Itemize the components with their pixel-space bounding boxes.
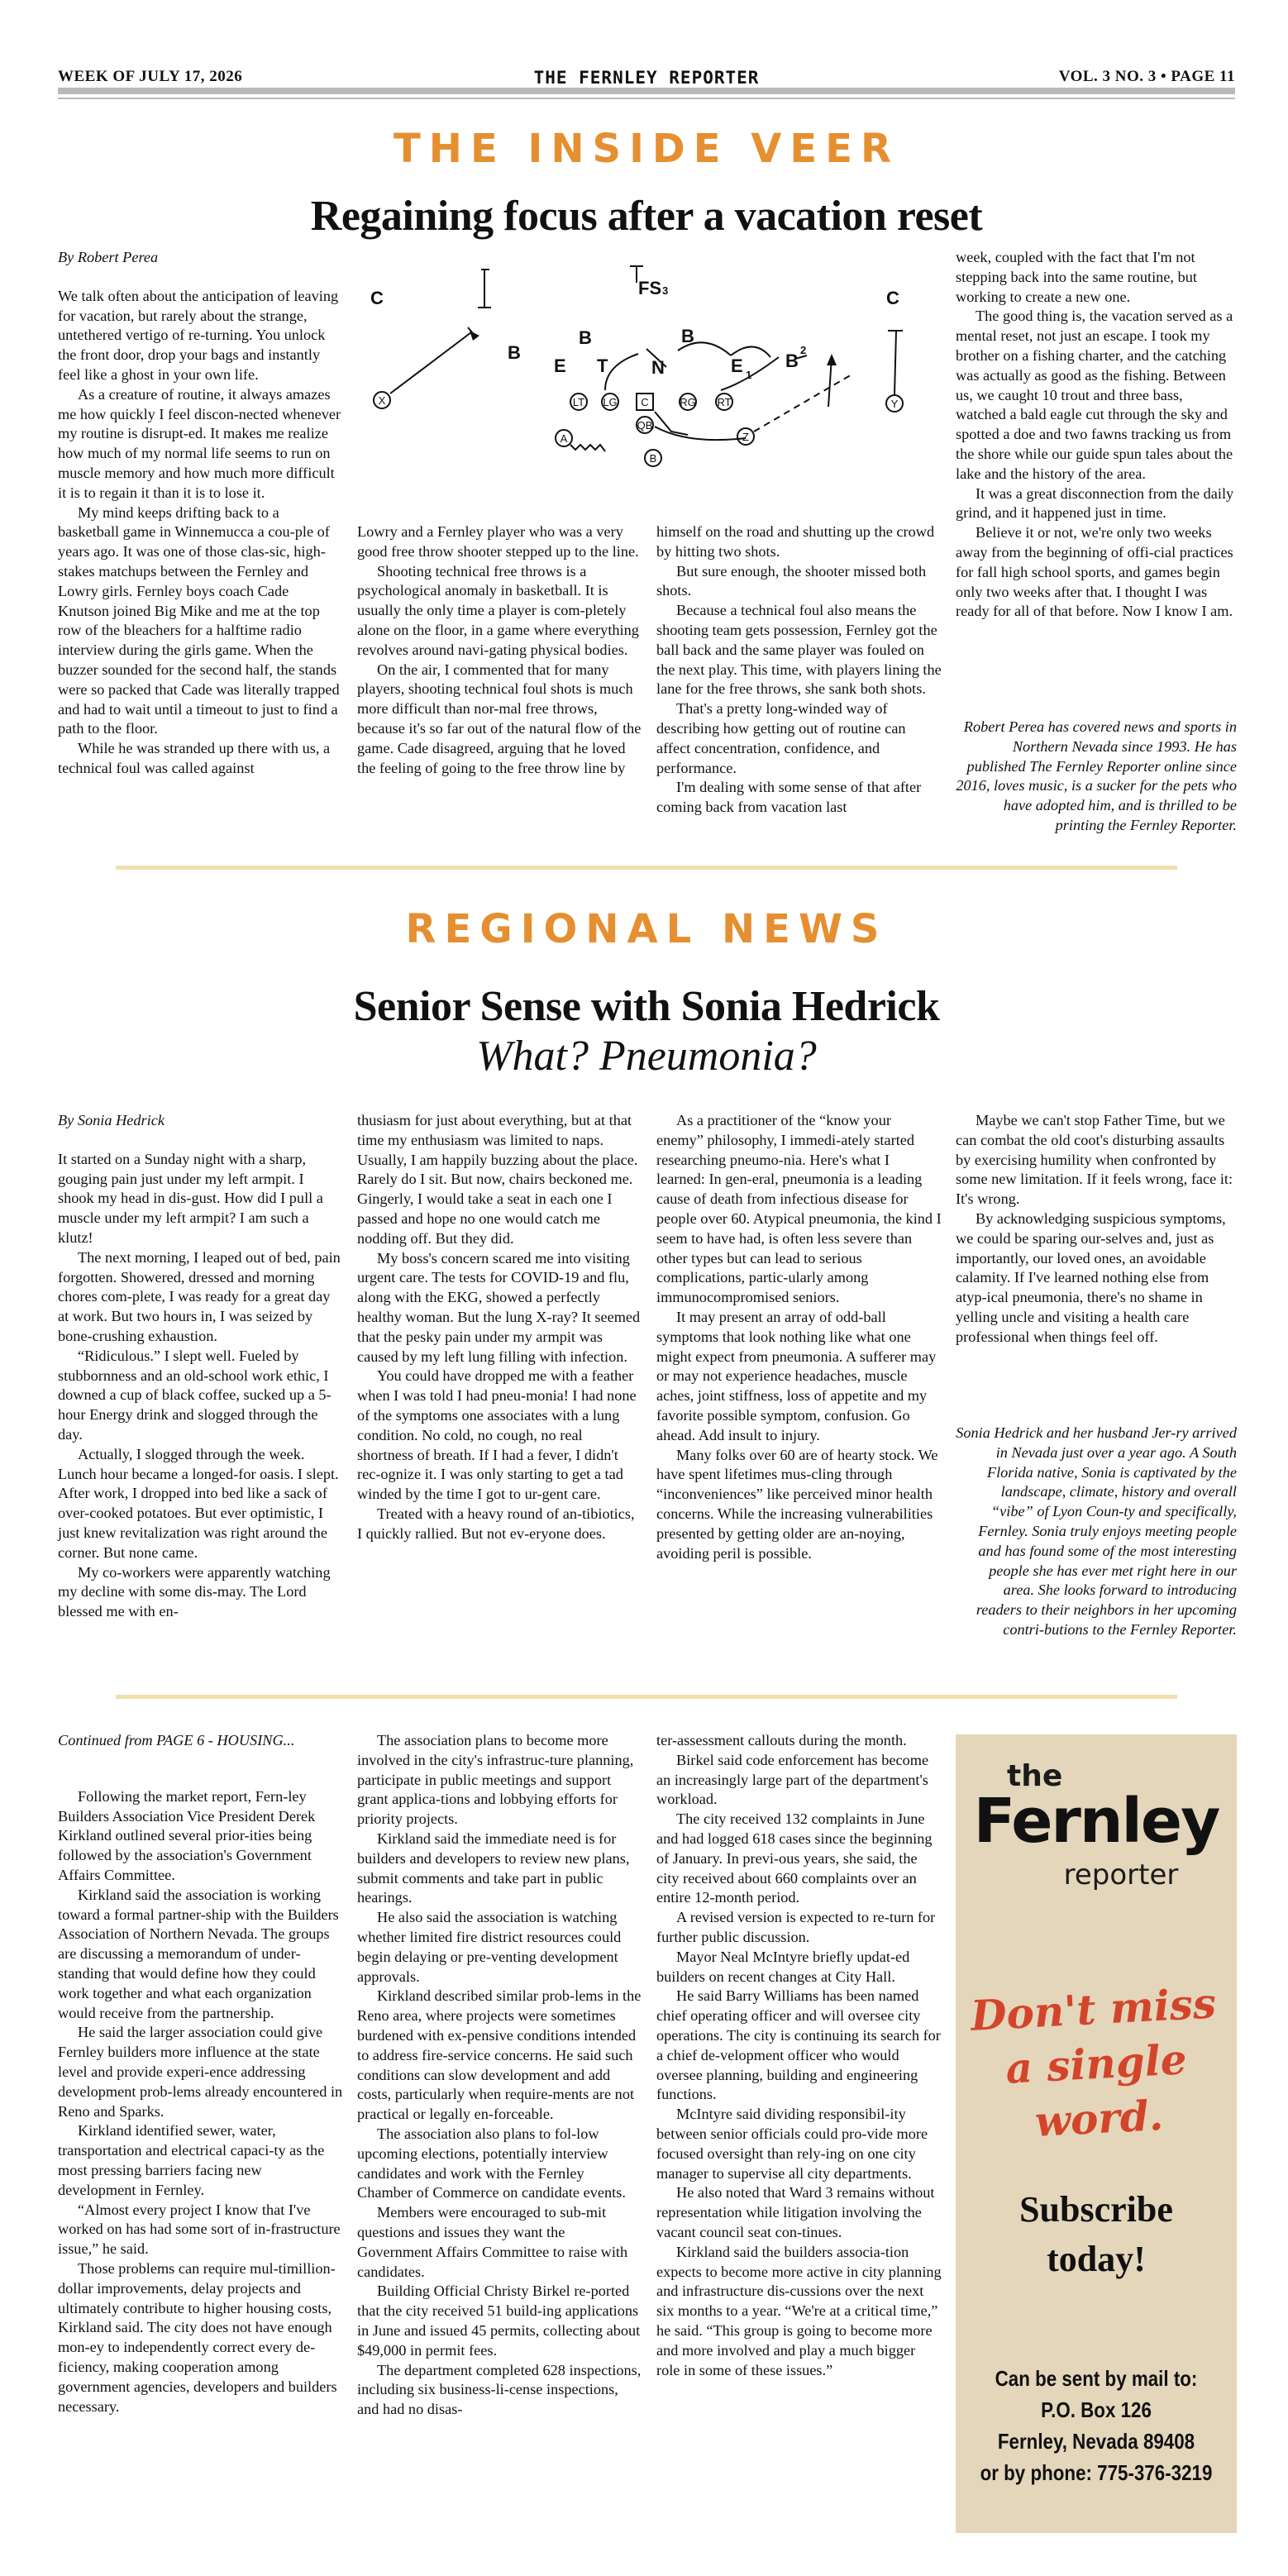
article-headline-vacation: Regaining focus after a vacation reset	[310, 193, 983, 240]
paragraph: Many folks over 60 are of hearty stock. We have spent lifetimes mus-cling through “inconveniences” like perceived minor health concerns. While the increasing vulnerabilities presented by getting older are an-noying, avoiding peril is possible.	[656, 1446, 938, 1562]
paragraph: Building Official Christy Birkel re-ported that the city received 51 build-ing applications in June and issued 45 permits, collecting about $49,000 in permit fees.	[357, 2283, 641, 2359]
diagram-label: 3	[662, 284, 669, 297]
paragraph: The city received 132 complaints in June and had logged 618 cases since the beginning of January. In previ-ous years, she said, the city received about 660 complaints over an entire 12-month period.	[656, 1810, 933, 1906]
diagram-label: E	[731, 355, 743, 376]
paragraph: The association plans to become more involved in the city's infrastruc-ture planning, participate in public meetings and support grant applica-tions and lobbying efforts for priority projects.	[357, 1732, 634, 1828]
article-column-1	[58, 1111, 343, 1622]
ad-contact-line: Fernley, Nevada 89408	[997, 2429, 1195, 2454]
diagram-label: 1	[746, 369, 752, 381]
byline: By Robert Perea	[58, 249, 159, 265]
article-subhead-pneumonia: What? Pneumonia?	[476, 1033, 817, 1080]
paragraph: McIntyre said dividing responsibil-ity between senior officials could pro-vide more focused oversight than rely-ing on one city manager to supervise all city departments.	[656, 2106, 928, 2182]
paragraphs	[58, 287, 343, 779]
paragraph: A revised version is expected to re-turn for further public discussion.	[656, 1909, 936, 1945]
diagram-label: LT	[572, 396, 585, 408]
masthead-rule	[58, 88, 1235, 94]
author-bio-hedrick: Sonia Hedrick and her husband Jer-ry arrived in Nevada just over a year ago. A South Florida native, Sonia is captivated by the landscape, climate, history and overall “vibe” of Lyon Coun-ty and specifically, Fernley. Sonia truly enjoys meeting people and has found some of the most interesting people she has ever met right here in our area. She looks forward to introducing readers to their neighbors in her upcoming contri-butions to the Fernley Reporter.	[956, 1424, 1237, 1638]
paragraph: Believe it or not, we're only two weeks away from the beginning of offi-cial practices for fall high school sports, and games begin only two weeks after that. I thought I was ready for all of that before. Now I know I am.	[956, 524, 1233, 620]
article-column-3	[656, 522, 942, 818]
basketball-play-diagram	[357, 258, 936, 522]
paragraph: Actually, I slogged through the week. Lunch hour became a longed-for oasis. I slept. After work, I dropped into bed like a sack of over-cooked potatoes. But ever optimistic, I just knew revitalization was right around the corner. But none came.	[58, 1445, 339, 1561]
paragraph: That's a pretty long-winded way of describing how getting out of routine can affect concentration, confidence, and performance.	[656, 700, 906, 776]
article-column-4	[956, 248, 1237, 622]
paragraph: Mayor Neal McIntyre briefly updat-ed builders on recent changes at City Hall.	[656, 1948, 910, 1985]
ad-logo-reporter: reporter	[1063, 1858, 1179, 1891]
article-column-1	[58, 1731, 343, 2416]
diagram-label: Z	[742, 431, 749, 443]
diagram-label: RG	[680, 396, 696, 408]
subscription-ad	[956, 1734, 1237, 2533]
diagram-label: C	[370, 288, 384, 308]
article-column-2	[357, 1731, 642, 2420]
ad-subscribe	[956, 2185, 1237, 2284]
diagram-label: C	[886, 288, 899, 308]
article-column-3	[656, 1731, 942, 2380]
diagram-label: Y	[890, 398, 899, 410]
paragraph: It was a great disconnection from the daily grind, and it happened just in time.	[956, 484, 1234, 522]
paragraph: week, coupled with the fact that I'm not stepping back into the same routine, but working to create a new one.	[956, 249, 1197, 305]
ad-logo-the: the	[1007, 1759, 1063, 1793]
article-headline-senior-sense: Senior Sense with Sonia Hedrick	[353, 983, 940, 1030]
diagram-label: N	[651, 357, 665, 378]
paragraph: Kirkland identified sewer, water, transportation and electrical capaci-ty as the most pressing barriers facing new development in Fernley.	[58, 2122, 325, 2198]
paragraph: The department completed 628 inspections, including six business-li-cense inspections, and had no disas-	[357, 2361, 642, 2418]
paragraph: Birkel said code enforcement has become an increasingly large part of the department's workload.	[656, 1751, 929, 1808]
diagram-label: C	[641, 396, 649, 408]
paragraph: Kirkland described similar prob-lems in the Reno area, where projects were sometimes burdened with ex-pensive conditions intended to address fire-service concerns. He said such conditions can slow development and add costs, particularly when require-ments are not practical or legally en-forceable.	[357, 1987, 642, 2123]
paragraph: Kirkland said the immediate need is for builders and developers to review new plans, submit comments and take part in public hearings.	[357, 1829, 630, 1906]
diagram-label: LG	[603, 396, 618, 408]
paragraph: While he was stranded up there with us, a technical foul was called against	[58, 740, 331, 776]
paragraph: “Ridiculous.” I slept well. Fueled by stubbornness and an old-school work ethic, I downed a cup of black coffee, sucked up a 5-hour Energy drink and slogged through the day.	[58, 1347, 332, 1443]
diagram-label: RT	[717, 396, 732, 408]
paragraph: The next morning, I leaped out of bed, pain forgotten. Showered, dressed and morning chores com-plete, I was ready for a great day at work. But two hours in, I was seized by bone-crushing exhaustion.	[58, 1248, 341, 1344]
ad-slogan-line: a single word.	[1004, 2035, 1188, 2146]
ad-slogan-line: Don't miss	[969, 1978, 1218, 2040]
diagram-label: FS	[638, 278, 662, 298]
paragraph: Treated with a heavy round of an-tibiotics, I quickly rallied. But not ev-eryone does.	[357, 1505, 635, 1542]
paragraph: By acknowledging suspicious symptoms, we could be sparing our-selves and, just as importantly, our loved ones, an avoidable calamity. If I've learned nothing else from atyp-ical pneumonia, there's no shame in yelling uncle and visiting a health care professional when things feel off.	[956, 1209, 1226, 1345]
author-bio-perea: Robert Perea has covered news and sports in Northern Nevada since 1993. He has published The Fernley Reporter online since 2016, loves music, is a sucker for the pets who have adopted him, and is thrilled to be printing the Fernley Reporter.	[956, 718, 1237, 833]
ad-contact-line: P.O. Box 126	[1041, 2397, 1152, 2422]
paragraph: My boss's concern scared me into visiting urgent care. The tests for COVID-19 and flu, along with the EKG, showed a perfectly healthy woman. But the lung X-ray? It seemed that the pesky pain under my armpit was caused by my left lung filling with infection.	[357, 1249, 641, 1365]
continued-note: Continued from PAGE 6 - HOUSING...	[58, 1732, 295, 1748]
volume-page: VOL. 3 NO. 3 • PAGE 11	[1058, 68, 1235, 85]
ad-logo-fernley: Fernley	[973, 1786, 1219, 1857]
paragraph: But sure enough, the shooter missed both shots.	[656, 562, 927, 599]
section-kicker-regional-news: REGIONAL NEWS	[405, 906, 888, 952]
paragraph: As a practitioner of the “know your enemy” philosophy, I immedi-ately started researching pneumo-nia. Here's what I learned: In gen-eral, pneumonia is a leading cause of death from infectious disease for people over 60. Atypical pneumonia, the kind I seem to have had, is often less severe than other types but can lead to serious complications, partic-ularly among immunocompromised seniors.	[656, 1112, 942, 1306]
section-divider	[116, 866, 1177, 870]
diagram-label: B	[785, 351, 799, 371]
article-column-2	[357, 1111, 642, 1544]
paragraph: himself on the road and shutting up the crowd by hitting two shots.	[656, 523, 935, 560]
ad-subscribe-line: Subscribe	[1019, 2189, 1173, 2230]
article-column-1	[58, 248, 343, 779]
ad-subscribe-line: today!	[1047, 2239, 1146, 2279]
paragraph: As a creature of routine, it always amazes me how quickly I feel discon-nected whenever my routine is disrupt-ed. It makes me realize how much of my normal life seems to run on muscle memory and how much more difficult it is to regain it than it is to lose it.	[58, 385, 341, 501]
diagram-label: 2	[800, 344, 807, 356]
paragraph: Kirkland said the association is working toward a formal partner-ship with the Builders Association of Northern Nevada. The groups are discussing a memorandum of under-standing that would define how they could work together and what each organization would receive from the partnership.	[58, 1886, 339, 2021]
diagram-label: B	[681, 326, 694, 346]
diagram-label: E	[554, 355, 566, 376]
paragraph: He also noted that Ward 3 remains without representation while litigation involving the vacant council seat con-tinues.	[656, 2184, 935, 2240]
article-column-4	[956, 1111, 1237, 1348]
paragraph: It started on a Sunday night with a sharp, gouging pain just under my left armpit. I shook my head in dis-gust. How did I pull a muscle under my left armpit? I am such a klutz!	[58, 1150, 323, 1246]
diagram-label: X	[378, 394, 386, 407]
paragraph: Following the market report, Fern-ley Builders Association Vice President Derek Kirkland outlined several prior-ities being followed by the association's Government Affairs Committee.	[58, 1787, 316, 1883]
article-column-2	[357, 522, 642, 778]
article-column-3	[656, 1111, 942, 1563]
masthead-rule-thin	[58, 98, 1235, 99]
diagram-label: B	[579, 327, 592, 348]
paragraph: Those problems can require mul-timillion-dollar improvements, delay projects and ultimately contribute to higher housing costs, Kirkland said. The city does not have enough mon-ey to independently correct every de-ficiency, making cooperation among government agencies, developers and builders necessary.	[58, 2259, 337, 2415]
paragraph: We talk often about the anticipation of leaving for vacation, but rarely about the strange, untethered vertigo of re-turning. You unlock the front door, drop your bags and instantly feel like a ghost in your own life.	[58, 287, 339, 383]
paragraph: You could have dropped me with a feather when I was told I had pneu-monia! I had none of the symptoms one associates with a lung condition. No cold, no cough, no real shortness of breath. If I had a fever, I didn't rec-ognize it. I was only starting to get a tad winded by the time I got to ur-gent care.	[357, 1367, 637, 1503]
paragraph: He also said the association is watching whether limited fire district resources could begin delaying or pre-venting development approvals.	[357, 1909, 622, 1985]
ad-contact	[976, 2363, 1217, 2488]
paragraph: thusiasm for just about everything, but at that time my enthusiasm was limited to naps. Usually, I am happily buzzing about the place. Rarely do I sit. But now, chairs beckoned me. Gingerly, I would take a seat in each one I passed and hope no one would catch me nodding off. But they did.	[357, 1112, 638, 1247]
ad-slogan	[952, 1975, 1241, 2154]
paragraph: On the air, I commented that for many players, shooting technical foul shots is much more difficult than nor-mal free throws, because it's so far out of the natural flow of the game. Cade disagreed, arguing that he loved the feeling of going to the free throw line by	[357, 661, 642, 776]
masthead	[58, 68, 1235, 89]
paragraph: He said Barry Williams has been named chief operating officer and will oversee city operations. The city is continuing its search for a chief de-velopment officer who would oversee planning, building and engineering functions.	[656, 1987, 941, 2103]
paragraph: My mind keeps drifting back to a basketball game in Winnemucca a cou-ple of years ago. It was one of those clas-sic, high-stakes matchups between the Fernley and Lowry girls. Fernley boys coach Cade Knutson joined Big Mike and me at the top row of the bleachers for a halftime radio interview during the girls game. When the buzzer sounded for the second half, the stands were so packed that Cade was literally trapped and had to wait until a timeout to just to find a path to the floor.	[58, 503, 340, 737]
paragraph: The good thing is, the vacation served as a mental reset, not just an escape. I took my brother on a fishing charter, and the catching was actually as good as the fishing. Between us, we caught 10 trout and three bass, watched a bald eagle cut through the sky and spotted a doe and two fawns tracking us from the shore while our guide spun tales about the lake and the history of the area.	[956, 308, 1233, 482]
paragraph: Lowry and a Fernley player who was a very good free throw shooter stepped up to the line.	[357, 523, 639, 560]
paragraph: Members were encouraged to sub-mit questions and issues they want the Government Affairs Committee to raise with candidates.	[357, 2204, 628, 2280]
paragraph: “Almost every project I know that I've worked on has had some sort of in-frastructure issue,” he said.	[58, 2201, 341, 2258]
paragraph: It may present an array of odd-ball symptoms that look nothing like what one might expect from pneumonia. A sufferer may or may not experience headaches, muscle aches, joint stiffness, loss of appetite and my favorite possible symptom, confusion. Go ahead. Add insult to injury.	[656, 1308, 937, 1443]
paragraph: Kirkland said the builders associa-tion expects to become more active in city planning and infrastructure dis-cussions over the next six months to a year. “We're at a critical time,” he said. “This group is going to become more and more involved and play a much bigger role in some of these issues.”	[656, 2243, 942, 2378]
paper-name: THE FERNLEY REPORTER	[533, 68, 760, 88]
byline: By Sonia Hedrick	[58, 1112, 165, 1128]
paragraph: My co-workers were apparently watching my decline with some dis-may. The Lord blessed me with en-	[58, 1563, 331, 1620]
ad-contact-line: or by phone: 775-376-3219	[980, 2460, 1213, 2485]
issue-date: WEEK OF JULY 17, 2026	[58, 68, 243, 85]
diagram-label: T	[597, 355, 608, 376]
section-divider	[116, 1695, 1177, 1699]
paragraph: He said the larger association could give Fernley builders more influence at the state level and provide experi-ence addressing development prob-lems already encountered in Reno and Sparks.	[58, 2024, 343, 2120]
paragraph: Maybe we can't stop Father Time, but we can combat the old coot's disturbing assaults by exercising humility when confronted by some new limitation. If it feels wrong, face it: It's wrong.	[956, 1112, 1233, 1208]
diagram-label: B	[649, 452, 657, 465]
section-kicker-inside-veer: THE INSIDE VEER	[394, 126, 899, 172]
ad-contact-line: Can be sent by mail to:	[995, 2366, 1198, 2391]
diagram-label: B	[508, 342, 521, 363]
paragraph: I'm dealing with some sense of that after coming back from vacation last	[656, 779, 922, 816]
paragraph: Because a technical foul also means the shooting team gets possession, Fernley got the ball back and the same player was fouled on the next play. This time, with players lining the lane for the free throws, she sank both shots.	[656, 602, 942, 698]
diagram-label: A	[560, 432, 568, 445]
paragraph: The association also plans to fol-low upcoming elections, potentially interview candidates and work with the Fernley Chamber of Commerce on candidate events.	[357, 2125, 626, 2202]
paragraph: ter-assessment callouts during the month.	[656, 1732, 907, 1748]
diagram-label: QB	[637, 419, 653, 432]
paragraph: Shooting technical free throws is a psychological anomaly in basketball. It is usually the only time a player is com-pletely alone on the floor, in a game where everything revolves around navi-gating physical bodies.	[357, 562, 639, 658]
